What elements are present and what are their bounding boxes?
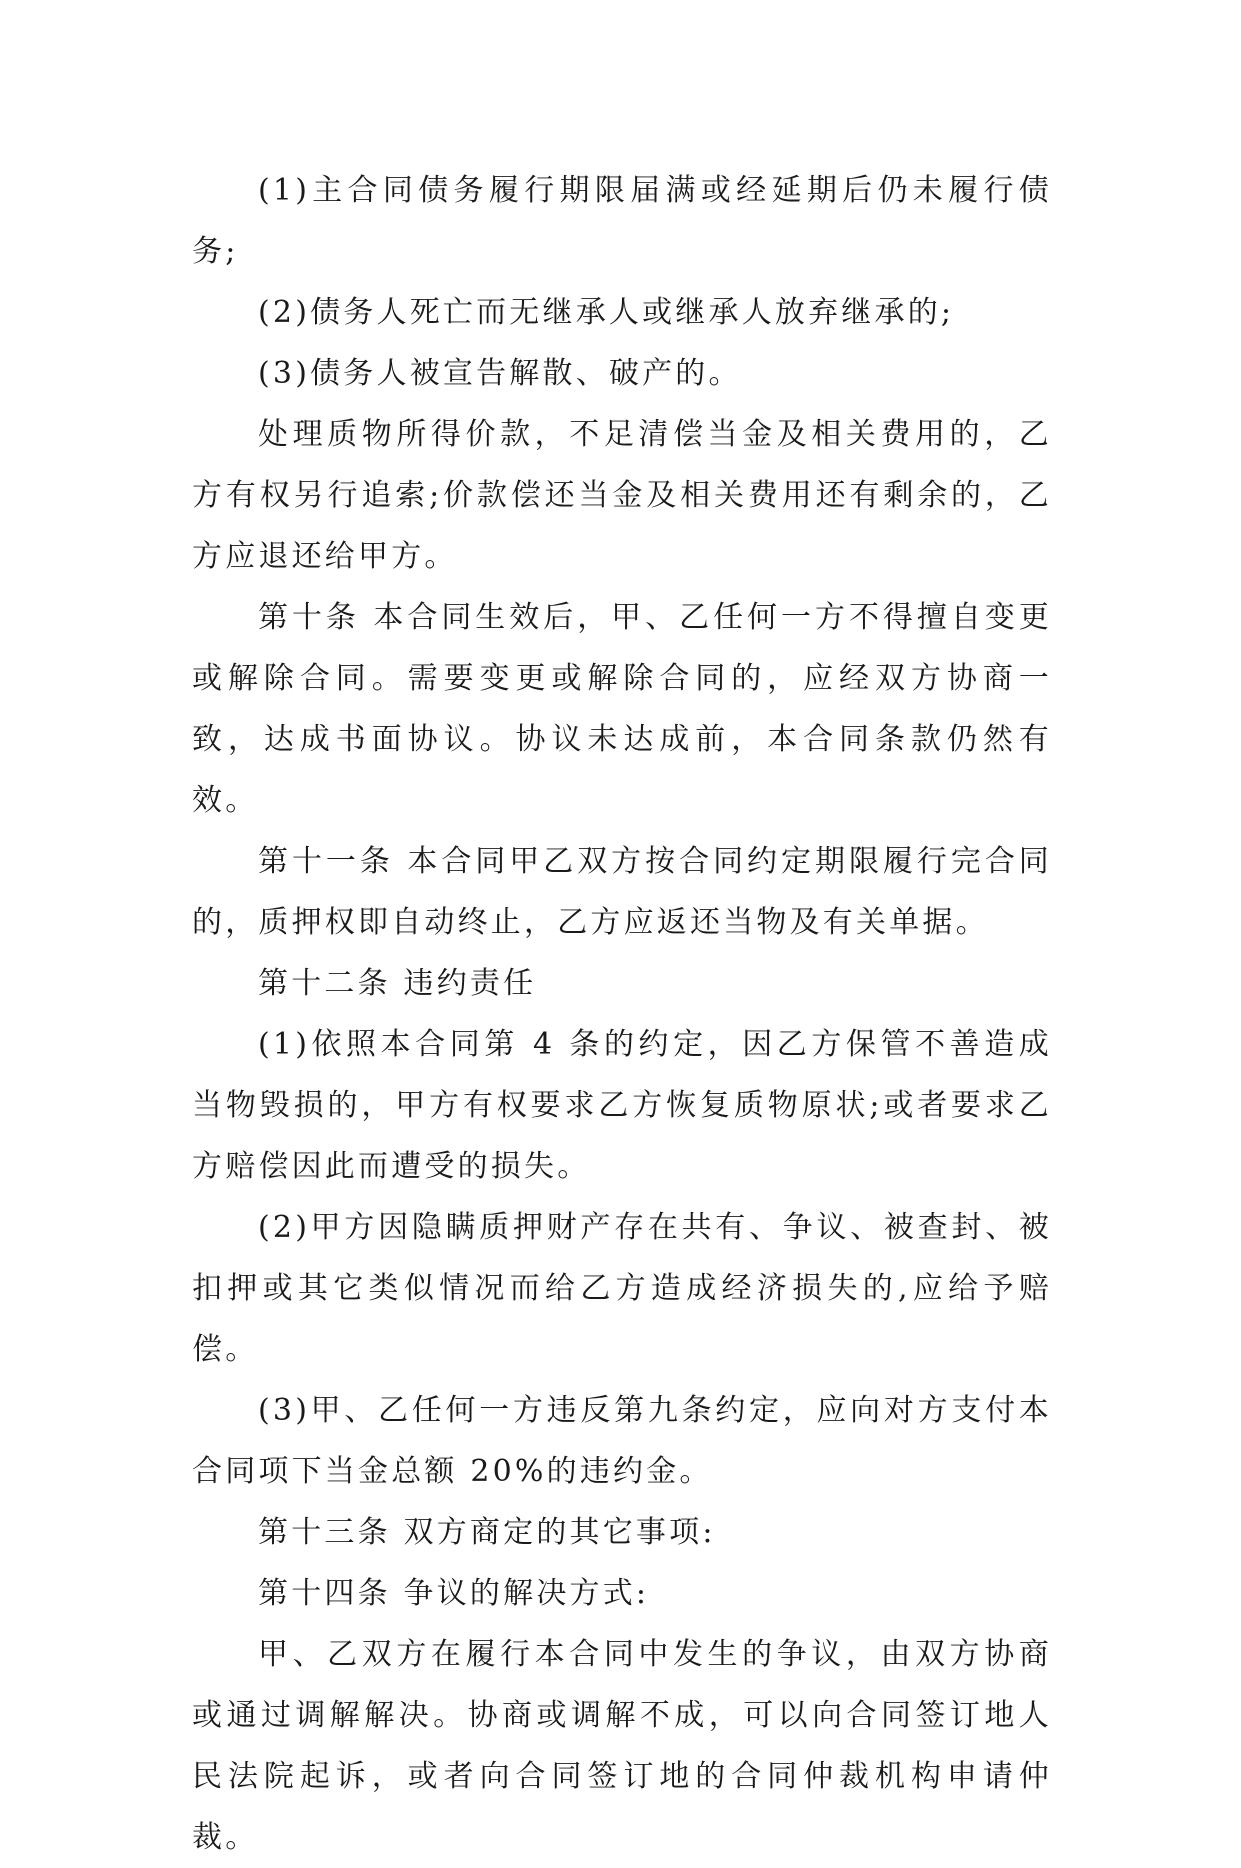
- paragraph-article-10: 第十条 本合同生效后，甲、乙任何一方不得擅自变更或解除合同。需要变更或解除合同的，应经双方协商一致，达成书面协议。协议未达成前，本合同条款仍然有效。: [192, 600, 1052, 818]
- paragraph-clause-3: (3)债务人被宣告解散、破产的。: [258, 356, 742, 391]
- paragraph-proceeds: 处理质物所得价款，不足清偿当金及相关费用的，乙方有权另行追索;价款偿还当金及相关费用还有剩余的，乙方应退还给甲方。: [192, 417, 1052, 574]
- paragraph-clause-1: (1)主合同债务履行期限届满或经延期后仍未履行债务;: [192, 173, 1052, 269]
- paragraph-article-14: 第十四条 争议的解决方式:: [258, 1576, 650, 1611]
- paragraph-article-11: 第十一条 本合同甲乙双方按合同约定期限履行完合同的，质押权即自动终止，乙方应返还当物及有关单据。: [192, 844, 1052, 940]
- paragraph-article-12-heading: 第十二条 违约责任: [258, 966, 537, 1001]
- paragraph-dispute-resolution: 甲、乙双方在履行本合同中发生的争议，由双方协商或通过调解解决。协商或调解不成，可以向合同签订地人民法院起诉，或者向合同签订地的合同仲裁机构申请仲裁。: [192, 1637, 1052, 1855]
- paragraph-liability-3: (3)甲、乙任何一方违反第九条约定，应向对方支付本合同项下当金总额 20%的违约金。: [192, 1393, 1052, 1489]
- paragraph-article-13: 第十三条 双方商定的其它事项:: [258, 1515, 716, 1550]
- paragraph-clause-2: (2)债务人死亡而无继承人或继承人放弃继承的;: [258, 295, 955, 330]
- document-body: [192, 160, 1052, 1868]
- paragraph-liability-2: (2)甲方因隐瞒质押财产存在共有、争议、被查封、被扣押或其它类似情况而给乙方造成经济损失的,应给予赔偿。: [192, 1210, 1052, 1367]
- paragraph-liability-1: (1)依照本合同第 4 条的约定，因乙方保管不善造成当物毁损的，甲方有权要求乙方恢复质物原状;或者要求乙方赔偿因此而遭受的损失。: [192, 1027, 1052, 1184]
